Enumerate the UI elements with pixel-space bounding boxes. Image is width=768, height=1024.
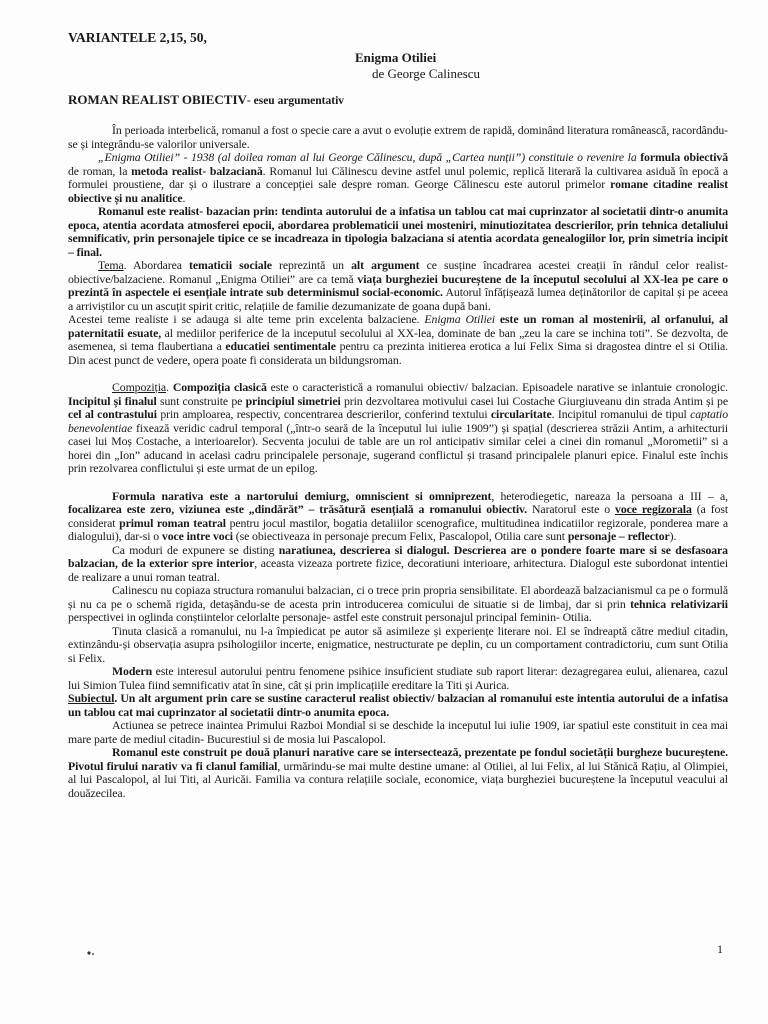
text-run: ).: [669, 529, 677, 543]
section-label-tema: Tema: [98, 258, 124, 272]
text-run: viața burgheziei bucureștene de la începutul secolului al XX-lea pe care o prezintă în aspectele ei esențiale intrate sub determinismul social-economic.: [68, 271, 728, 299]
paragraph-calinescu: [68, 584, 728, 625]
work-title-block: [355, 50, 480, 82]
essay-heading-main: ROMAN REALIST OBIECTIV: [68, 92, 247, 107]
essay-body: [68, 124, 728, 800]
text-run: .: [166, 380, 173, 394]
text-run: circularitate: [490, 407, 552, 421]
text-run: voce intre voci: [161, 529, 233, 543]
text-run: tematicii sociale: [189, 258, 272, 272]
text-run: reprezintă un: [271, 258, 352, 272]
text-run: . Romanul lui Călinescu devine astfel unul polemic, replică literară la cultivarea asiduă în epocă a formulei proustiene, dar și o ilustrare a concepției sale despre roman. George Călinescu este autorul primelor: [68, 163, 728, 191]
paragraph-gap: [68, 476, 728, 490]
paragraph-realist: [68, 205, 728, 259]
text-run: ce susține încadrarea acestei creații în rândul celor realist-obiective/balzaciene. Romanul „Enigma Otiliei” are ca temă: [68, 258, 728, 286]
paragraph-tinuta-clasica: [68, 625, 728, 666]
variants-line: VARIANTELE 2,15, 50,: [68, 30, 207, 45]
text-run: este un roman al mostenirii, al orfanului, al paternitatii esuate,: [68, 312, 728, 340]
essay-heading-suffix: - eseu argumentativ: [246, 95, 345, 107]
section-label-subiectul: Subiectul: [68, 691, 115, 705]
text-run: Acestei teme realiste i se adauga si alte teme prin excelenta balzaciene.: [68, 312, 425, 326]
text-run: . Abordarea: [123, 258, 190, 272]
text-run: metoda realist- balzaciană: [131, 163, 263, 178]
text-run: primul roman teatral: [119, 515, 226, 530]
text-run: Enigma Otiliei: [424, 312, 495, 326]
text-run: principiul simetriei: [245, 393, 341, 408]
text-run: Tinuta clasică a romanului, nu l-a împiedicat pe autor să asimileze și experiențe literare noi. El se îndreaptă către mediul citadin, extinzându-și observația asupra psihologiilor incerte, enigmatice, nestructurate pe deplin, cu un comportament contradictoriu, cum sunt Otilia si Felix.: [68, 623, 728, 665]
work-title: Enigma Otiliei: [355, 50, 437, 65]
text-run: , heterodiegetic, nareaza la persoana a III – a,: [491, 488, 728, 503]
paragraph-formula-narativa: [68, 490, 728, 544]
text-run: „Enigma Otiliei” - 1938 (al doilea roman al lui George Călinescu, după „Cartea nunții”) constituie o revenire la: [98, 150, 641, 164]
work-author: de George Calinescu: [372, 66, 481, 81]
page-number: 1: [717, 942, 723, 956]
text-run: educatiei sentimentale: [225, 339, 336, 353]
text-run: focalizarea este zero, viziunea este „dindărăt” – trăsătură esențială a romanului obiectiv.: [68, 502, 528, 516]
text-run: pentru ca prezinta initierea erotica a lui Felix Sima si dragostea dintre el si Otilia. Din acest punct de vedere, opera poate fi considerata un bildungsroman.: [68, 339, 728, 367]
text-run: romane citadine realist obiective și nu analitice: [68, 177, 728, 205]
text-run: personaje – reflector: [567, 529, 670, 543]
text-run: fixează veridic cadrul temporal („într-o seară de la începutul lui iulie 1909”) și spațial (descrierea străzii Antim, a arhitecturii casei lui Moș Costache, a interioarelor). Secventa jocului de table are un rol anticipativ similar celei a cinei din romanul „Morometii” si a horei din „Ion” aducand in acelasi cadru principalele personaje, sugerand conflictul și trasand principalele planuri epice. Finalul este închis prin rezolvarea conflictului și este urmat de un epilog.: [68, 420, 728, 475]
text-run: (a fost considerat: [68, 502, 729, 530]
paragraph-actiunea: [68, 719, 728, 746]
text-run: este interesul autorului pentru fenomene psihice insuficient studiate sub raport literar: dezagregarea eului, alienarea, cazul lui Simion Tulea fiind semnificativ atat în sine, cât și prin implicațiile ereditare la Titi și Aurica.: [68, 664, 728, 692]
paragraph-intro: [68, 124, 728, 151]
text-run: Actiunea se petrece inaintea Primului Razboi Mondial si se deschide la inceputul lui iulie 1909, iar spatiul este constituit in cea mai mare parte de mediul citadin- Bucurestiul si de mosia lui Pascalopol.: [68, 718, 728, 746]
text-run: naratiunea, descrierea si dialogul. Descrierea are o pondere foarte mare si se desfasoara balzacian, de la exterior spre interior: [68, 542, 728, 570]
text-run: este o caracteristică a romanului obiectiv/ balzacian. Episoadele narative se inlantuie cronologic.: [266, 380, 729, 394]
text-run: prin amploarea, respectiv, concentrarea descrierilor, conferind textului: [156, 407, 491, 421]
scan-speck: [86, 950, 96, 956]
text-run: . Incipitul romanului de tipul: [551, 407, 691, 421]
text-run: tehnica relativizarii: [630, 596, 728, 611]
text-run: Compoziția clasică: [172, 380, 267, 394]
paragraph-formula: [68, 151, 728, 205]
paragraph-moduri-expunere: [68, 544, 728, 585]
text-run: Calinescu nu copiaza structura romanului balzacian, ci o trece prin propria sensibilitate. El abordează balzacianismul ca pe o formulă și nu ca pe o schemă rigida, detașându-se de acesta prin introducerea comicului de situatie si de limbaj, dar si prin: [68, 583, 728, 611]
text-run: captatio benevolentiae: [68, 407, 728, 435]
text-run: . Un alt argument prin care se sustine caracterul realist obiectiv/ balzacian al romanului este intentia autorului de a infatisa un tablou cat mai cuprinzator al societatii dintr-o anumita epoca.: [68, 691, 728, 719]
text-run: alt argument: [351, 258, 420, 272]
text-run: .: [182, 190, 186, 205]
paragraph-tema: [68, 259, 728, 313]
text-run: Incipitul și finalul: [68, 393, 157, 408]
paragraph-modern: [68, 665, 728, 692]
text-run: Naratorul este o: [527, 502, 616, 516]
paragraph-teme-balzaciene: [68, 313, 728, 367]
text-run: formula obiectivă: [640, 150, 728, 164]
text-run: al mediilor periferice de la inceputul secolului al XX-lea, dominate de ban „zeu la care se inchina toti”. Se dezvolta, de asemenea, si tema flaubertiana a: [68, 325, 729, 353]
text-run: Modern: [112, 664, 153, 678]
paragraph-subiectul: [68, 692, 728, 719]
paragraph-gap: [68, 367, 728, 381]
text-run: prin dezvoltarea motivului casei lui Costache Giurgiuveanu din strada Antim și pe: [340, 393, 728, 408]
text-run: Romanul este construit pe două planuri narative care se intersectează, prezentate pe fondul societății burgheze bucureștene. Pivotul firului narativ va fi clanul familial: [68, 745, 728, 773]
paragraph-planuri-narative: [68, 746, 728, 800]
text-run: Ca moduri de expunere se disting: [112, 542, 279, 557]
text-run: cel al contrastului: [68, 407, 157, 421]
text-run: , aceasta vizeaza portrete fizice, decoratiuni interioare, arhitectura. Dialogul este subordonat intentiei de realizare a unui roman teatral.: [68, 556, 728, 584]
text-run: Formula narativa este a nartorului demiurg, omniscient si omniprezent: [112, 488, 492, 503]
text-run: În perioada interbelică, romanul a fost o specie care a avut o evoluție extrem de rapidă, dominând literatura românească, racordându-se și integrându-se valorilor universale.: [68, 123, 728, 151]
text-run: sunt construite pe: [156, 393, 246, 408]
text-run: Autorul înfățișează lumea deținătorilor de capital și pe aceea a arriviștilor cu un ascuțit spirit critic, relațiile de familie dezumanizate de goana după bani.: [68, 285, 728, 313]
section-label-compozitia: Compoziția: [112, 380, 167, 394]
essay-heading: [68, 92, 344, 109]
text-run: (se obiectiveaza in personaje precum Felix, Pascalopol, Otilia care sunt: [232, 529, 568, 543]
text-run: perspectivei in oglinda conștiintelor celorlalte personaje- astfel este construit personajul principal feminin- Otilia.: [68, 610, 592, 624]
text-run: pentru jocul mastilor, bogatia detaliilor scenografice, multitudinea indicatiilor regizorale, ponderea mare a dialogului), dar-si o: [68, 515, 729, 543]
text-run: , urmărindu-se mai multe destine umane: al Otiliei, al lui Felix, al lui Stănică Rațiu, al Olimpiei, al lui Pascalopol, al lui Titi, al Auricăi. Familia va contura relațiile sociale, economice, viața burgheziei bucureștene la începutul veacului al douăzecilea.: [68, 758, 728, 800]
text-run: voce regizorala: [615, 502, 692, 516]
paragraph-compozitia: [68, 381, 728, 476]
text-run: Romanul este realist- bazacian prin: tendinta autorului de a infatisa un tablou cat mai cuprinzator al societatii dintr-o anumita epoca, atentia acordata atmosferei epocii, abordarea problematicii unei mosteniri, minutiozitatea descrierilor, prin tehnica detaliului semnificativ, prin personajele tipice ce se incadreaza in tipologia balzaciana si atentia acordata genealogiilor lor, prin simetria incipit – final.: [68, 204, 728, 259]
text-run: de roman, la: [68, 163, 132, 178]
